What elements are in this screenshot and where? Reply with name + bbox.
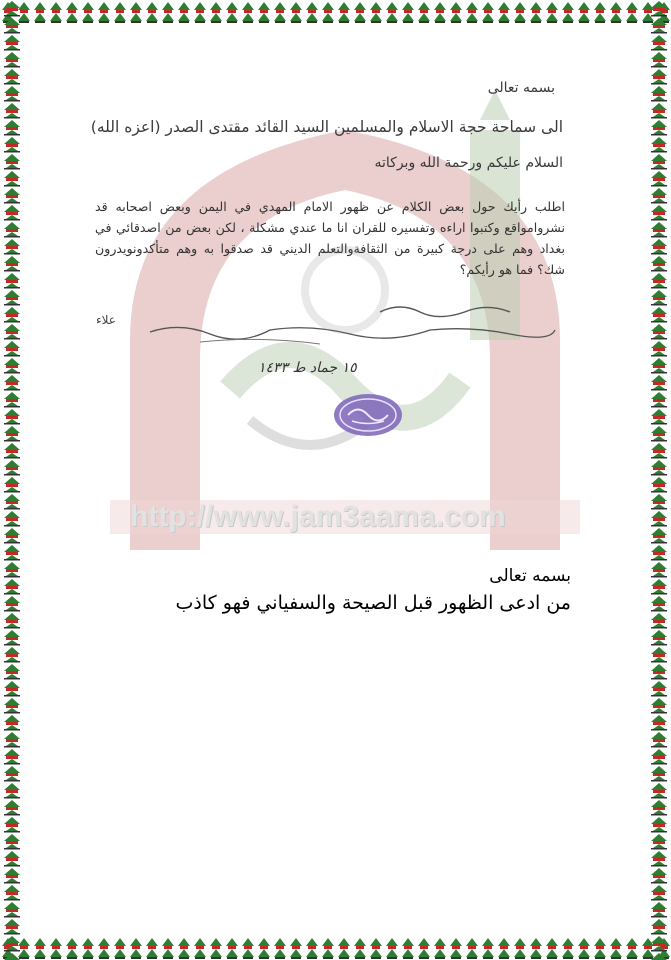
letter-sender: علاء <box>96 313 116 327</box>
border-left <box>0 0 24 960</box>
official-seal-stamp-icon <box>332 392 404 438</box>
letter-body: اطلب رأيك حول بعض الكلام عن ظهور الامام المهدي في اليمن وبعض اصحابه قد نشروامواقع وكتبوا اراءه وتفسيره للقران انا ما عندي مشكلة ، لكن بعض من اصدقائي في بغداد وهم على درجة كبيرة من الثقافةوالتعلم الديني قد صدقوا به وهم متأكدونويدرون شك؟ فما هو رأيكم؟ <box>95 199 565 277</box>
handwritten-signature-icon <box>140 300 560 350</box>
answer-ruling: من ادعى الظهور قبل الصيحة والسفياني فهو كاذب <box>175 592 571 614</box>
border-ornament-icon <box>647 0 671 960</box>
border-ornament-icon <box>0 0 671 26</box>
letter-salam: السلام عليكم ورحمة الله وبركاته <box>374 155 563 171</box>
letter-date: ١٥ جماد ط ١٤٣٣ <box>258 360 357 376</box>
border-ornament-icon <box>0 936 671 960</box>
watermark-url: http://www.jam3aama.com <box>130 500 506 533</box>
letter-basmala: بسمه تعالى <box>487 80 555 96</box>
border-right <box>647 0 671 960</box>
border-bottom <box>0 936 671 960</box>
border-ornament-icon <box>0 0 24 960</box>
letter-address: الى سماحة حجة الاسلام والمسلمين السيد القائد مقتدى الصدر (اعزه الله) <box>90 118 563 136</box>
answer-basmala: بسمه تعالى <box>489 566 571 586</box>
border-top <box>0 0 671 26</box>
